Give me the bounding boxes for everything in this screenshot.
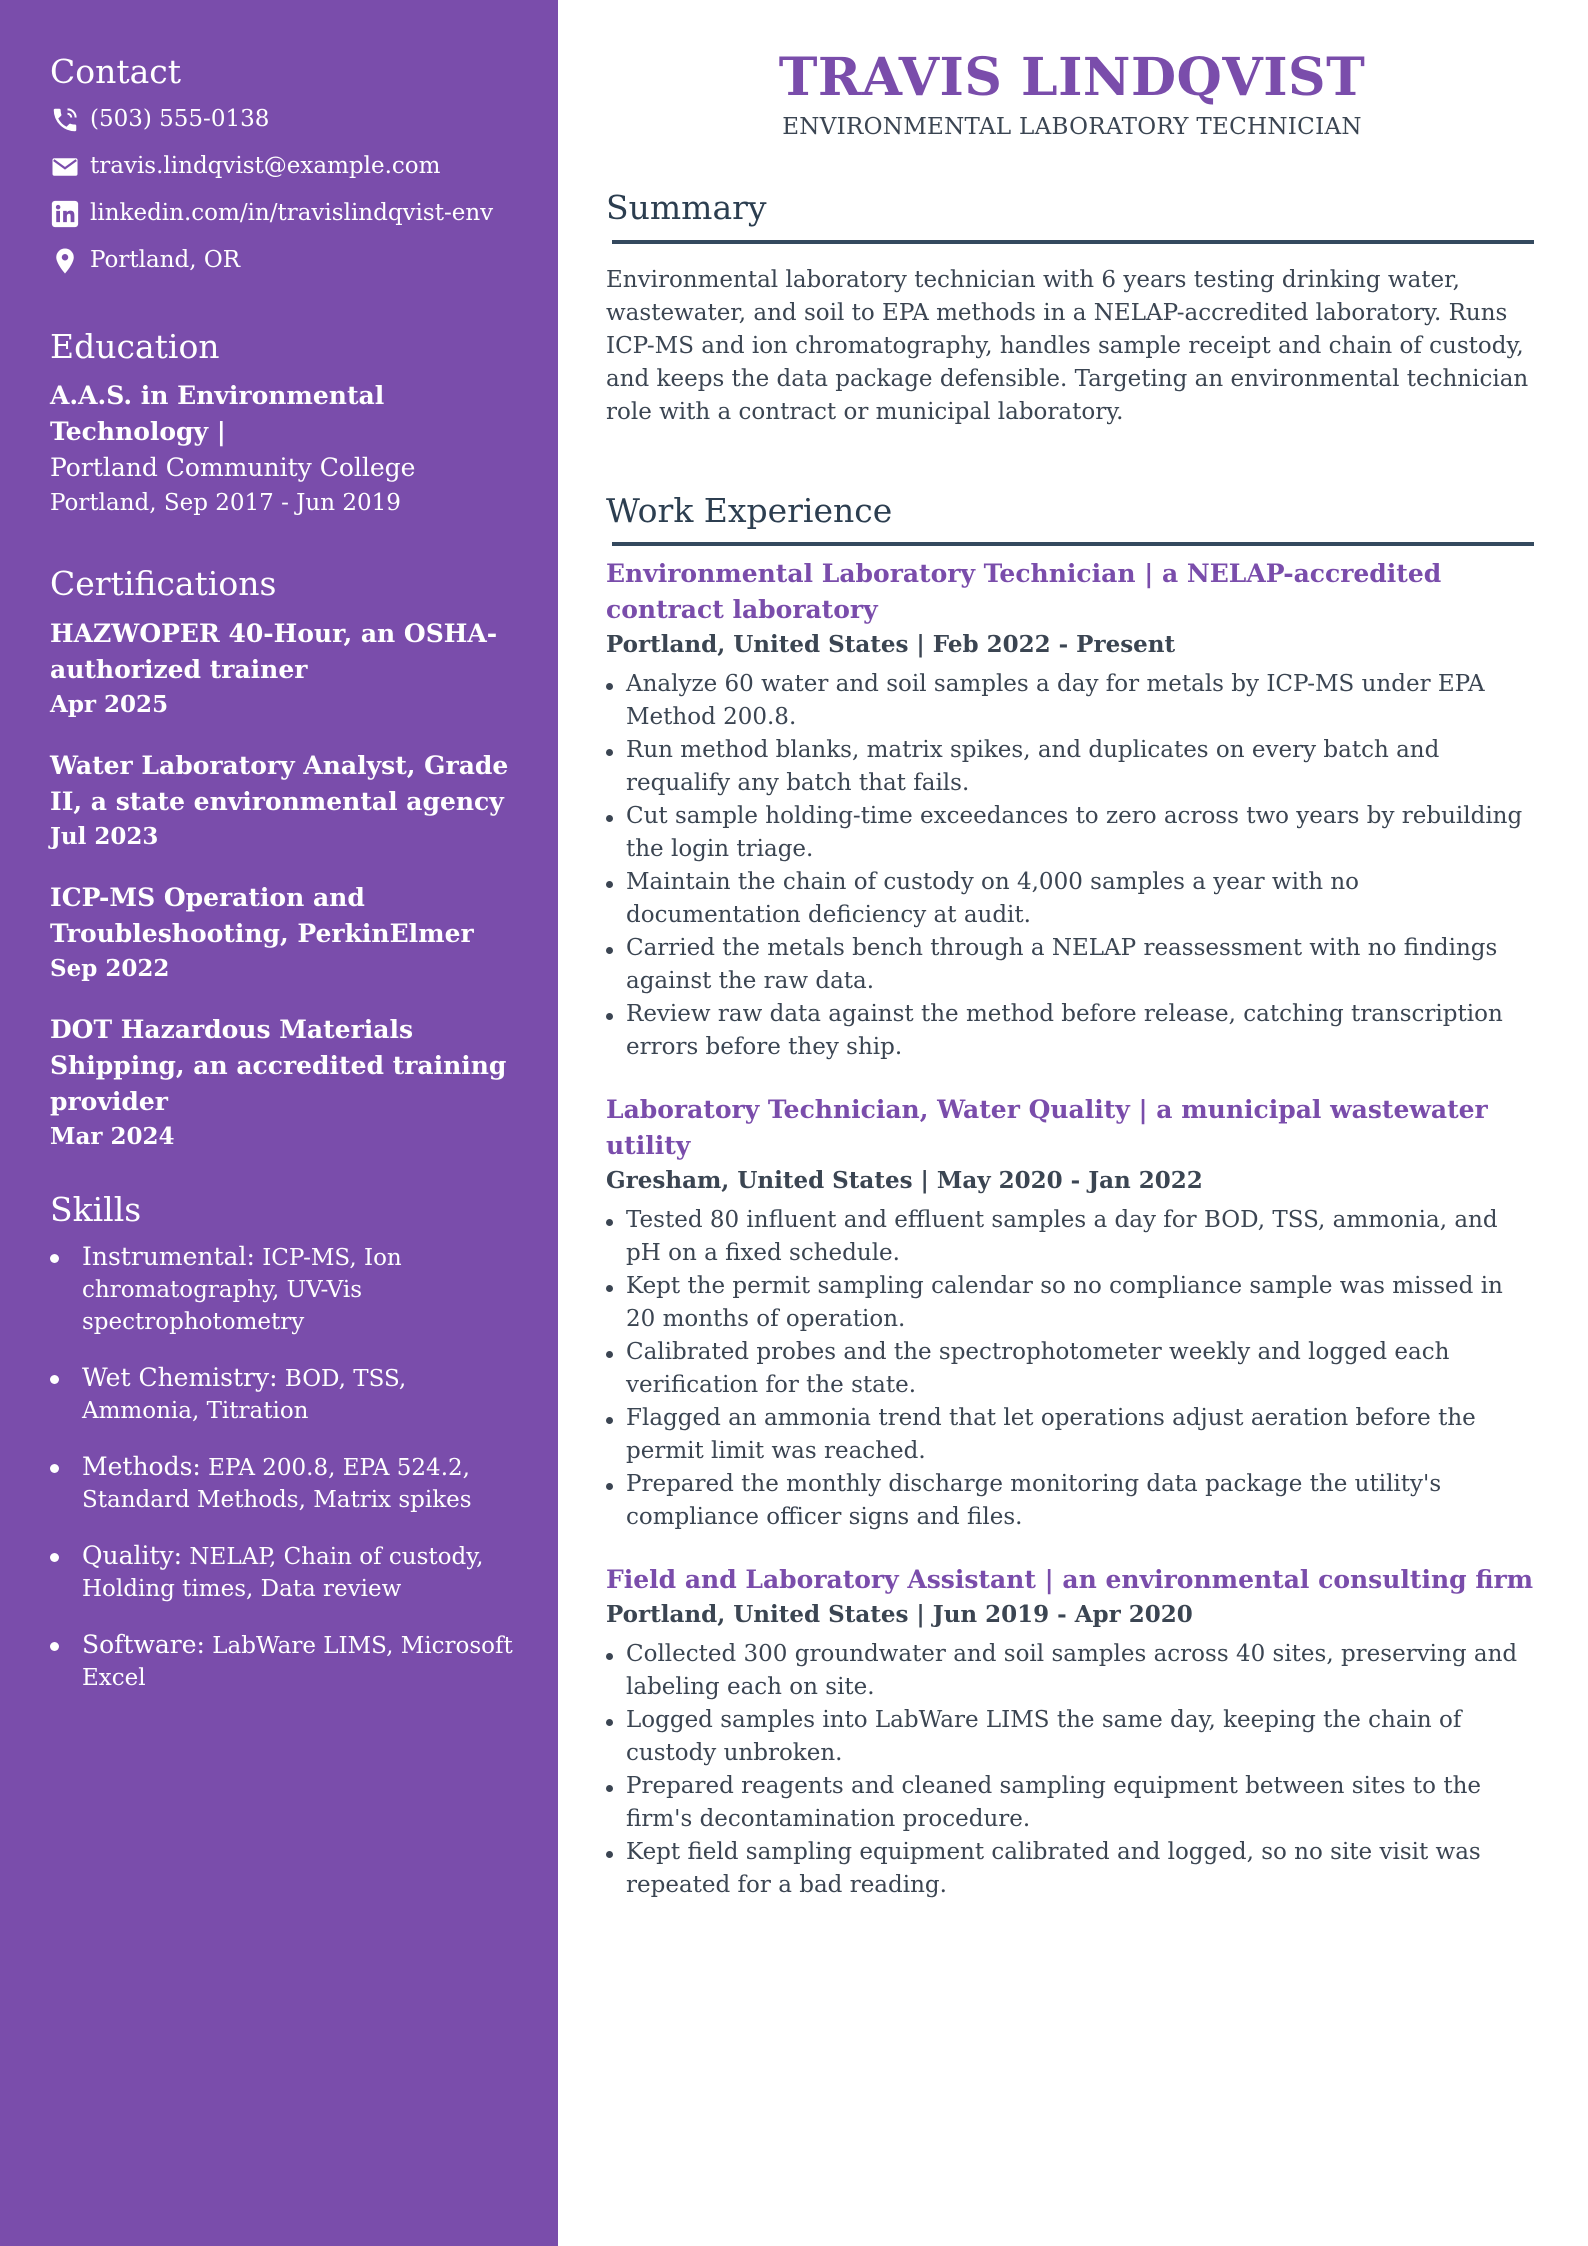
location-text: Portland, OR [90,246,241,273]
education-degree: A.A.S. in Environmental Technology | [50,381,385,447]
job-bullet: Kept field sampling equipment calibrated and logged, so no site visit was repeated for a bad reading. [606,1836,1538,1902]
certification-name: ICP-MS Operation and Troubleshooting, PerkinElmer [50,882,474,948]
contact-linkedin [50,198,518,230]
job-title: Environmental Laboratory Technician | a NELAP-accredited contract laboratory [606,559,1442,625]
work-experience-divider [612,542,1534,546]
job-meta: Portland, United States | Feb 2022 - Present [606,631,1176,659]
job-bullet: Prepared reagents and cleaned sampling equipment between sites to the firm's decontamination procedure. [606,1770,1538,1836]
skill-category: Instrumental: [82,1242,255,1272]
skill-values: ICP-MS, Ion chromatography, UV-Vis spectrophotometry [82,1245,402,1336]
job-entry [606,1092,1538,1534]
phone-text: (503) 555-0138 [90,105,270,132]
skills-section [50,1190,518,1695]
skill-values: BOD, TSS, Ammonia, Titration [82,1366,407,1425]
certification-item [50,748,518,854]
certifications-section [50,564,518,1154]
job-bullet: Run method blanks, matrix spikes, and duplicates on every batch and requalify any batch that fails. [606,734,1538,800]
candidate-title: ENVIRONMENTAL LABORATORY TECHNICIAN [782,114,1362,140]
job-bullets [606,1638,1538,1902]
skill-category: Methods: [82,1452,201,1482]
certification-item [50,616,518,722]
summary-text: Environmental laboratory technician with 6 years testing drinking water, wastewater, and soil to EPA methods in a NELAP-accredited laboratory. Runs ICP-MS and ion chromatography, handles sample receipt and chain of custody, and keeps the data package defensible. Targeting an environmental technician role with a contract or municipal laboratory. [606,266,1529,425]
skills-list [50,1241,518,1694]
skill-values: LabWare LIMS, Microsoft Excel [82,1633,513,1692]
job-bullet: Review raw data against the method before release, catching transcription errors before they ship. [606,998,1538,1064]
summary-heading: Summary [606,188,767,227]
linkedin-link[interactable]: linkedin.com/in/travislindqvist-env [90,199,494,226]
job-bullets [606,668,1538,1064]
skill-item [50,1540,518,1605]
linkedin-icon [50,198,82,230]
contact-heading: Contact [50,52,182,91]
skill-category: Wet Chemistry: [82,1363,278,1393]
contact-phone [50,104,518,136]
skill-item [50,1241,518,1338]
job-bullet: Analyze 60 water and soil samples a day for metals by ICP-MS under EPA Method 200.8. [606,668,1538,734]
contact-section [50,52,518,277]
sidebar [0,0,558,2246]
certification-name: HAZWOPER 40-Hour, an OSHA-authorized trainer [50,618,498,684]
summary-divider [612,240,1534,244]
skill-values: NELAP, Chain of custody, Holding times, Data review [82,1544,484,1603]
certifications-heading: Certifications [50,564,277,604]
education-meta: Portland, Sep 2017 - Jun 2019 [50,490,401,517]
certification-name: Water Laboratory Analyst, Grade II, a state environmental agency [50,750,509,816]
job-bullet: Flagged an ammonia trend that let operations adjust aeration before the permit limit was reached. [606,1402,1538,1468]
skills-heading: Skills [50,1189,142,1229]
job-title: Field and Laboratory Assistant | an environmental consulting firm [606,1565,1534,1595]
skill-item [50,1629,518,1694]
summary-section [606,188,1538,429]
job-bullets [606,1204,1538,1534]
skill-category: Software: [82,1630,205,1660]
job-bullet: Logged samples into LabWare LIMS the same day, keeping the chain of custody unbroken. [606,1704,1538,1770]
job-bullet: Collected 300 groundwater and soil samples across 40 sites, preserving and labeling each on site. [606,1638,1538,1704]
certification-item [50,880,518,986]
certification-date: Jul 2023 [50,822,159,850]
skill-item [50,1451,518,1516]
candidate-name: TRAVIS LINDQVIST [778,47,1366,108]
certification-name: DOT Hazardous Materials Shipping, an accredited training provider [50,1014,507,1116]
job-bullet: Kept the permit sampling calendar so no compliance sample was missed in 20 months of operation. [606,1270,1538,1336]
work-experience-section [606,491,1538,1903]
education-section [50,327,518,521]
education-heading: Education [50,326,220,366]
certification-date: Mar 2024 [50,1122,175,1150]
envelope-icon [50,151,82,183]
job-entry [606,556,1538,1064]
job-bullet: Carried the metals bench through a NELAP reassessment with no findings against the raw data. [606,932,1538,998]
certification-date: Sep 2022 [50,954,170,982]
job-bullet: Cut sample holding-time exceedances to zero across two years by rebuilding the login triage. [606,800,1538,866]
contact-email [50,151,518,183]
work-experience-heading: Work Experience [606,490,893,530]
contact-location [50,245,518,277]
email-link[interactable]: travis.lindqvist@example.com [90,152,441,179]
job-bullet: Prepared the monthly discharge monitoring data package the utility's compliance officer signs and files. [606,1468,1538,1534]
job-title: Laboratory Technician, Water Quality | a municipal wastewater utility [606,1095,1488,1161]
job-bullet: Calibrated probes and the spectrophotometer weekly and logged each verification for the state. [606,1336,1538,1402]
skill-item [50,1362,518,1427]
main-content [558,0,1588,2246]
job-bullet: Tested 80 influent and effluent samples a day for BOD, TSS, ammonia, and pH on a fixed schedule. [606,1204,1538,1270]
skill-values: EPA 200.8, EPA 524.2, Standard Methods, Matrix spikes [82,1455,472,1514]
certification-date: Apr 2025 [50,690,169,718]
job-entry [606,1562,1538,1902]
education-school: Portland Community College [50,453,416,483]
skill-category: Quality: [82,1541,183,1571]
job-meta: Portland, United States | Jun 2019 - Apr 2020 [606,1601,1193,1629]
job-meta: Gresham, United States | May 2020 - Jan 2022 [606,1167,1203,1195]
job-bullet: Maintain the chain of custody on 4,000 samples a year with no documentation deficiency at audit. [606,866,1538,932]
certification-item [50,1012,518,1154]
location-pin-icon [50,245,82,277]
phone-icon [50,104,82,136]
